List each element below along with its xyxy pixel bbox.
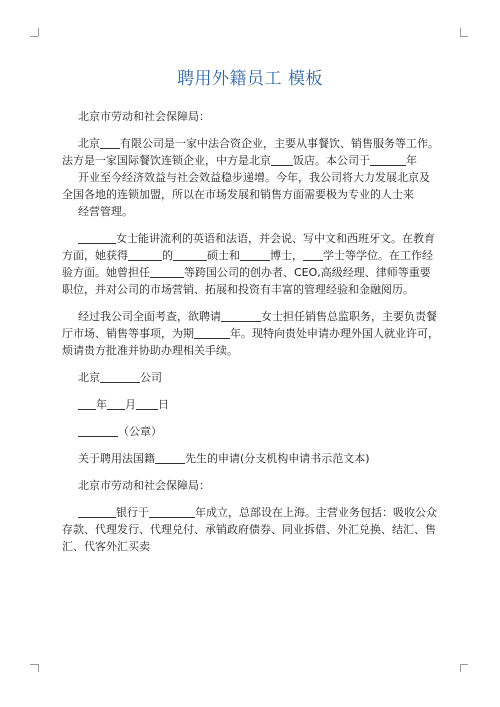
blank-field <box>221 309 261 322</box>
paragraph-management: 经营管理。 <box>78 205 133 218</box>
signature-company: 北京 公司 <box>78 371 162 384</box>
blank-field <box>149 505 195 518</box>
paragraph-company-intro: 北京 有限公司是一家中法合资企业，主要从事餐饮、销售服务等工作。法方是一家国际餐饮连锁企业，中方是北京 饭店。本公司于 年 <box>62 137 439 167</box>
paragraph-application: 经过我公司全面考查，欲聘请 女士担任销售总监职务，主要负责餐厅市场、销售等事项，为期 年。现特向贵处申请办理外国人就业许可，烦请贵方批准并协助办理相关手续。 <box>62 310 439 357</box>
blank-field <box>240 248 270 261</box>
paragraph-candidate: 女士能讲流利的英语和法语，并会说、写中文和西班牙文。在教育方面，她获得 的 硕士和 博士， 学士等学位。在工作经验方面。她曾担任 等跨国公司的创办者、CEO,高级经理、律师等重要职位，并对公司的市场营销、拓展和投资有丰富的管理经验和金融阅历。 <box>62 232 435 296</box>
blank-field <box>194 326 230 339</box>
blank-field <box>150 265 184 278</box>
blank-field <box>136 397 158 410</box>
blank-field <box>100 370 140 383</box>
blank-field <box>78 397 96 410</box>
paragraph-bank-intro: 银行于 年成立，总部设在上海。主营业务包括：吸收公众存款、代理发行、代理兑付、承销政府债券、同业拆借、外汇兑换、结汇、售汇、代客外汇买卖 <box>62 506 437 553</box>
paragraph-development: 开业至今经济效益与社会效益稳步递增。今年，我公司将大力发展北京及全国各地的连锁加盟，所以在市场发展和销售方面需要极为专业的人士来 <box>62 171 430 201</box>
blank-field <box>78 231 116 244</box>
addressee-2: 北京市劳动和社会保障局： <box>78 479 210 492</box>
blank-field <box>100 136 120 149</box>
blank-field <box>78 424 118 437</box>
document-body <box>62 108 440 555</box>
seal-line: （公章） <box>62 423 440 440</box>
blank-field <box>271 153 293 166</box>
document-title: 聘用外籍员工 模板 <box>177 69 323 89</box>
signature-date: 年 月 日 <box>62 396 440 413</box>
blank-field <box>173 248 207 261</box>
blank-field <box>303 248 323 261</box>
addressee: 北京市劳动和社会保障局： <box>78 110 210 123</box>
blank-field <box>128 248 162 261</box>
blank-field <box>78 505 116 518</box>
blank-field <box>107 397 125 410</box>
section-subtitle: 关于聘用法国籍 先生的申请(分支机构申请书示范文本) <box>78 452 370 465</box>
blank-field <box>155 451 185 464</box>
blank-field <box>370 153 406 166</box>
